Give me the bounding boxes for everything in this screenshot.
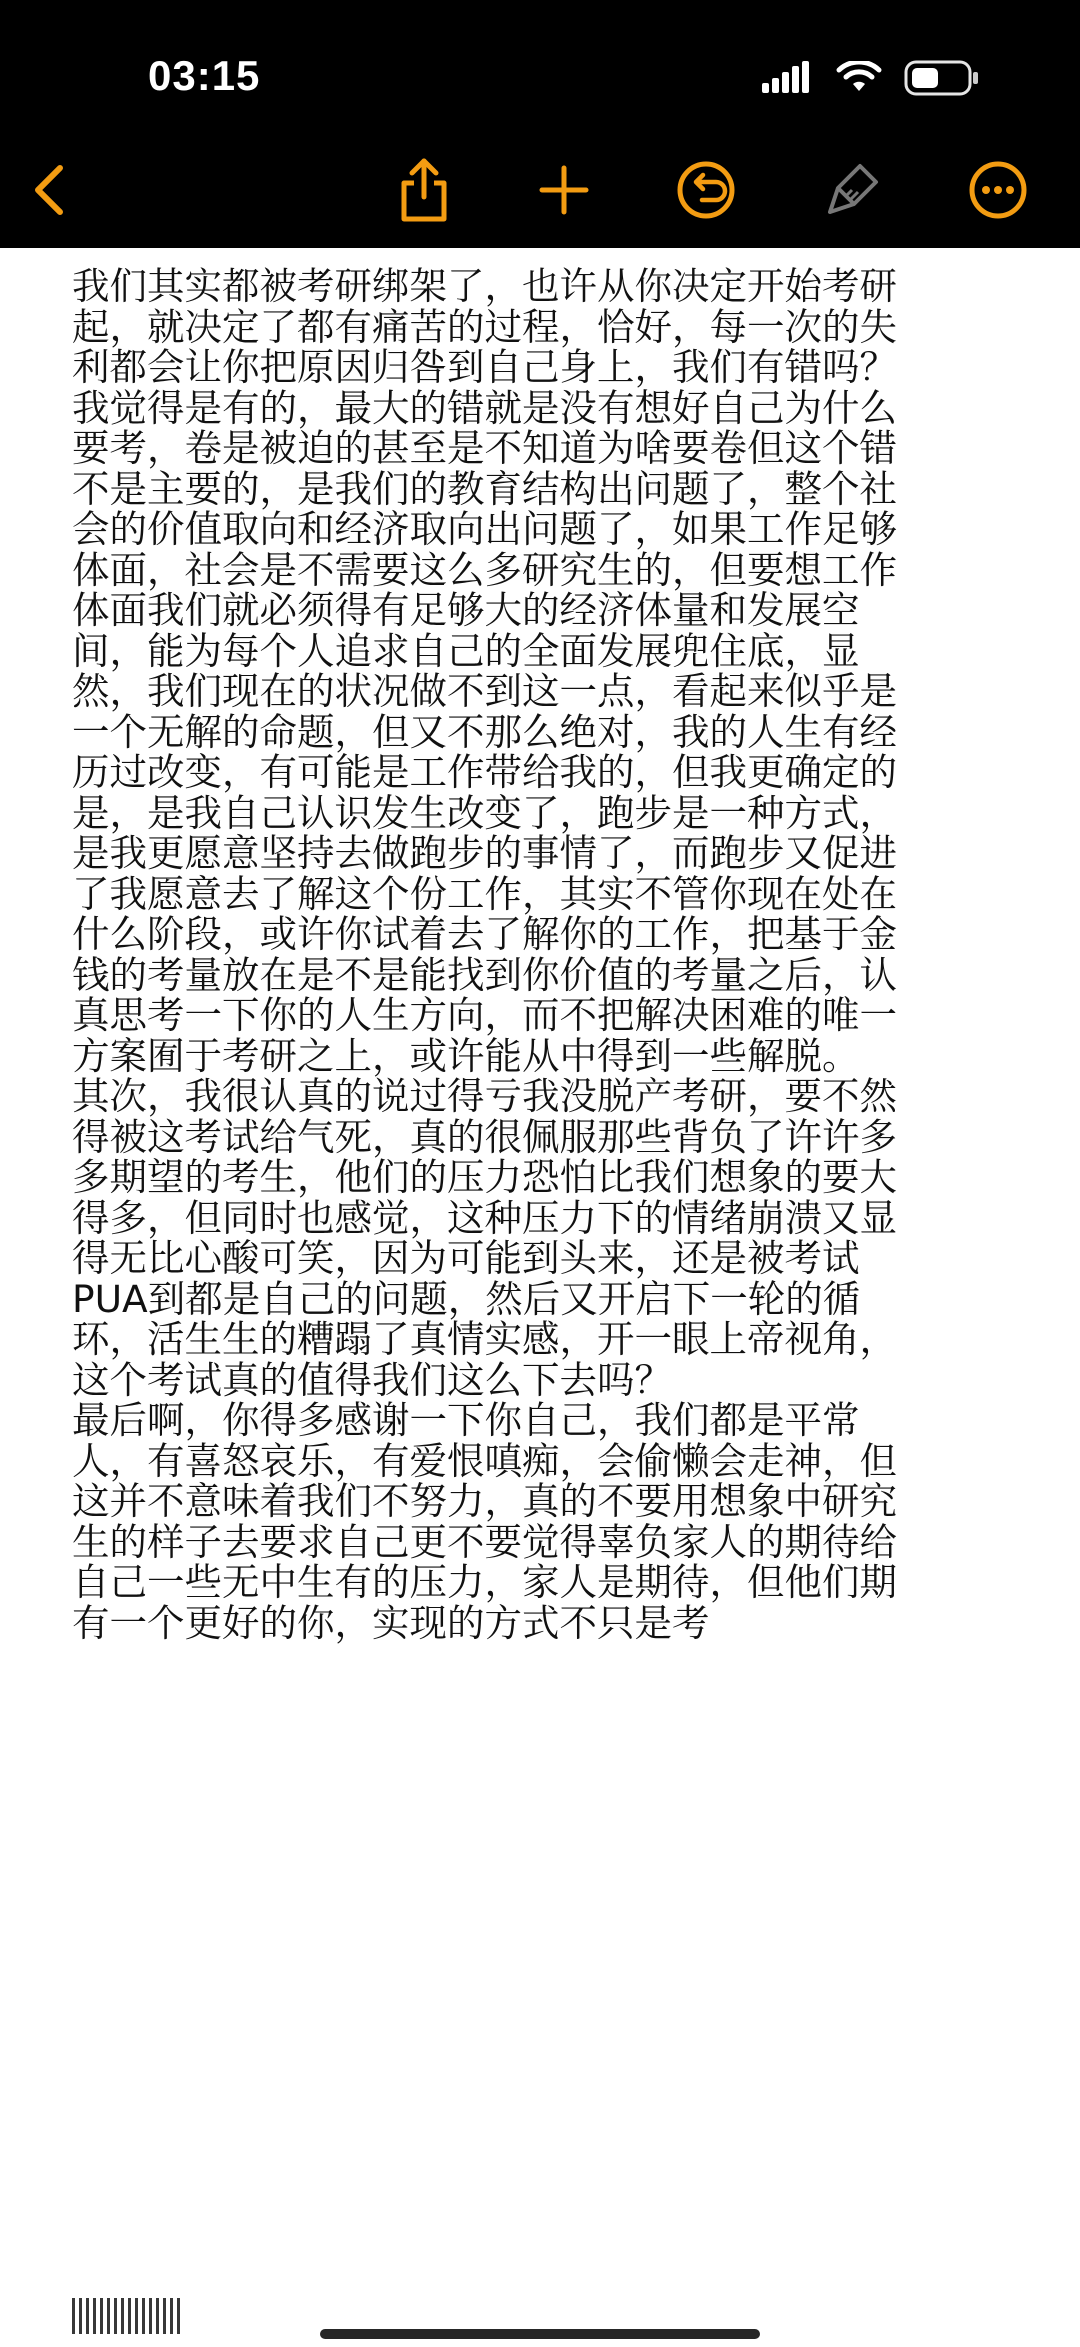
status-icons — [762, 58, 980, 98]
note-line: 利都会让你把原因归咎到自己身上，我们有错吗？ — [72, 345, 897, 389]
add-icon — [538, 164, 590, 216]
note-line: 不是主要的，是我们的教育结构出问题了，整个社 — [72, 466, 897, 511]
back-button[interactable] — [10, 150, 90, 230]
markup-button[interactable] — [812, 150, 892, 230]
note-line: PUA到都是自己的问题，然后又开启下一轮的循 — [72, 1276, 861, 1321]
note-toolbar — [0, 150, 1080, 230]
note-line: 这并不意味着我们不努力，真的不要用想象中研究 — [72, 1479, 897, 1523]
note-line: 其次，我很认真的说过得亏我没脱产考研，要不然 — [72, 1074, 897, 1118]
note-body[interactable] — [72, 266, 1022, 1643]
note-line: 环，活生生的糟蹋了真情实感，开一眼上帝视角， — [72, 1317, 897, 1361]
note-line: 我们其实都被考研绑架了，也许从你决定开始考研 — [72, 264, 897, 308]
note-line: 了我愿意去了解这个份工作，其实不管你现在处在 — [72, 871, 897, 916]
note-line: 间，能为每个人追求自己的全面发展兜住底，显 — [72, 628, 860, 673]
note-line: 钱的考量放在是不是能找到你价值的考量之后，认 — [72, 952, 897, 997]
note-line: 历过改变，有可能是工作带给我的，但我更确定的 — [72, 750, 897, 794]
note-line: 有一个更好的你，实现的方式不只是考 — [72, 1600, 710, 1645]
note-line: 多期望的考生，他们的压力恐怕比我们想象的要大 — [72, 1155, 897, 1199]
note-line: 体面，社会是不需要这么多研究生的，但要想工作 — [72, 547, 897, 592]
note-line: 什么阶段，或许你试着去了解你的工作，把基于金 — [72, 912, 897, 956]
note-line: 会的价值取向和经济取向出问题了，如果工作足够 — [72, 507, 897, 551]
share-icon — [396, 157, 452, 223]
note-line: 要考，卷是被迫的甚至是不知道为啥要卷但这个错 — [72, 426, 897, 470]
note-line: 生的样子去要求自己更不要觉得辜负家人的期待给 — [72, 1519, 897, 1564]
top-bar — [0, 0, 1080, 248]
battery-icon — [904, 59, 980, 97]
note-line: 方案囿于考研之上，或许能从中得到一些解脱。 — [72, 1033, 860, 1078]
note-line: 是我更愿意坚持去做跑步的事情了，而跑步又促进 — [72, 831, 897, 875]
undo-icon — [676, 160, 736, 220]
note-line: 是，是我自己认识发生改变了，跑步是一种方式， — [72, 790, 897, 835]
note-line: 得无比心酸可笑，因为可能到头来，还是被考试 — [72, 1236, 860, 1280]
redacted-text-overlay — [72, 2298, 180, 2334]
more-icon — [968, 160, 1028, 220]
note-line: 起，就决定了都有痛苦的过程，恰好，每一次的失 — [72, 304, 897, 349]
note-line: 得多，但同时也感觉，这种压力下的情绪崩溃又显 — [72, 1195, 897, 1240]
home-indicator — [320, 2329, 760, 2339]
note-line: 最后啊，你得多感谢一下你自己，我们都是平常 — [72, 1398, 860, 1442]
note-line: 人，有喜怒哀乐，有爱恨嗔痴，会偷懒会走神，但 — [72, 1438, 897, 1483]
note-line: 这个考试真的值得我们这么下去吗？ — [72, 1357, 672, 1402]
more-button[interactable] — [958, 150, 1038, 230]
note-line: 一个无解的命题，但又不那么绝对，我的人生有经 — [72, 709, 897, 754]
add-button[interactable] — [524, 150, 604, 230]
wifi-icon — [836, 61, 882, 95]
note-line: 得被这考试给气死，真的很佩服那些背负了许许多 — [72, 1114, 897, 1159]
note-line: 自己一些无中生有的压力，家人是期待，但他们期 — [72, 1560, 897, 1604]
back-icon — [30, 162, 70, 218]
undo-button[interactable] — [666, 150, 746, 230]
signal-icon — [762, 61, 814, 95]
note-line: 然，我们现在的状况做不到这一点，看起来似乎是 — [72, 669, 897, 713]
note-line: 我觉得是有的，最大的错就是没有想好自己为什么 — [72, 385, 897, 430]
status-time: 03:15 — [148, 52, 261, 99]
markup-icon — [822, 160, 882, 220]
note-line: 体面我们就必须得有足够大的经济体量和发展空 — [72, 588, 860, 632]
note-line: 真思考一下你的人生方向，而不把解决困难的唯一 — [72, 993, 897, 1037]
share-button[interactable] — [384, 150, 464, 230]
